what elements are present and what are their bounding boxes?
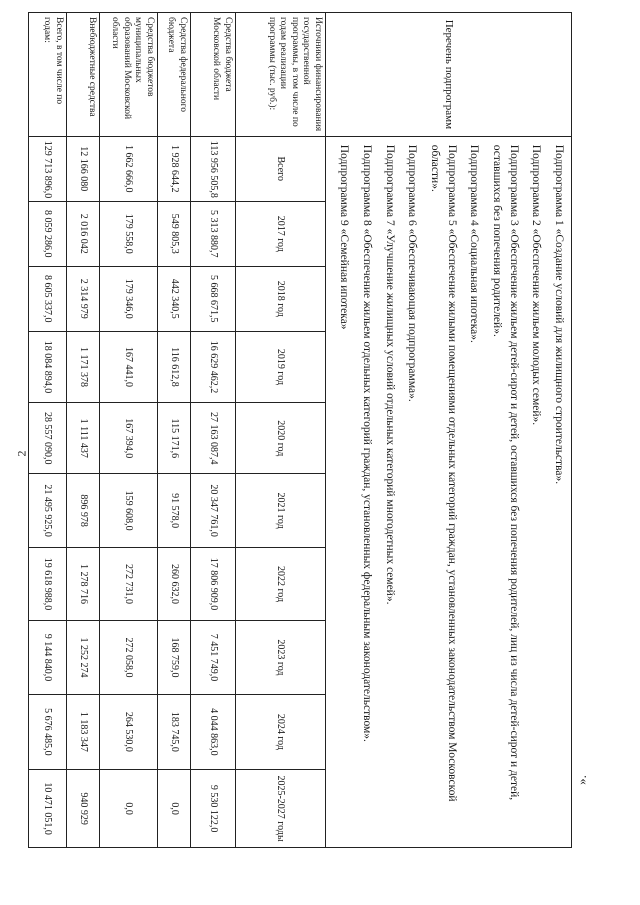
subprogram-item: Подпрограмма 9 «Семейная ипотека» — [338, 144, 351, 330]
table-cell: 4 044 863,0 — [190, 694, 235, 770]
row-label: Средства бюджетов муниципальных образований Московской области — [99, 13, 157, 137]
subprogram-item: Подпрограмма 3 «Обеспечение жильем детей-сирот и детей, оставшихся без попечения родителей, лиц из числа детей-сирот и детей, оставшихся без попечения родителей». — [490, 144, 520, 801]
table-cell: 442 340,5 — [157, 266, 190, 331]
table-cell: 272 731,0 — [99, 547, 157, 620]
program-passport-table — [28, 12, 572, 848]
table-cell: 5 676 485,0 — [28, 694, 66, 770]
subprograms-label: Перечень подпрограмм — [325, 13, 571, 137]
table-row — [157, 13, 190, 848]
column-header: 2025-2027 годы — [235, 770, 325, 848]
table-cell: 5 668 671,5 — [190, 266, 235, 331]
table-cell: 16 629 462,2 — [190, 331, 235, 402]
column-header: 2020 год — [235, 403, 325, 474]
table-cell: 17 806 909,0 — [190, 547, 235, 620]
row-label: Средства федерального бюджета — [157, 13, 190, 137]
table-cell: 168 759,0 — [157, 621, 190, 694]
column-header: 2022 год — [235, 547, 325, 620]
table-cell: 28 557 090,0 — [28, 403, 66, 474]
subprogram-item: Подпрограмма 7 «Улучшение жилищных условий отдельных категорий многодетных семей». — [383, 144, 396, 605]
table-cell: 0,0 — [157, 770, 190, 848]
table-cell: 91 578,0 — [157, 474, 190, 547]
table-cell: 167 394,0 — [99, 403, 157, 474]
column-header: Всего — [235, 136, 325, 201]
table-cell: 1 278 716 — [66, 547, 99, 620]
table-cell: 27 163 087,4 — [190, 403, 235, 474]
table-cell: 12 166 080 — [66, 136, 99, 201]
row-label: Средства бюджета Московской области — [190, 13, 235, 137]
table-cell: 1 662 666,0 — [99, 136, 157, 201]
table-cell: 2 016 042 — [66, 201, 99, 266]
table-row — [28, 13, 66, 848]
table-cell: 19 618 988,0 — [28, 547, 66, 620]
column-header: 2021 год — [235, 474, 325, 547]
table-cell: 896 978 — [66, 474, 99, 547]
page-number: 2 — [14, 450, 29, 457]
column-header: 2019 год — [235, 331, 325, 402]
table-cell: 115 171,6 — [157, 403, 190, 474]
table-cell: 113 956 505,8 — [190, 136, 235, 201]
table-row — [99, 13, 157, 848]
table-cell: 159 608,0 — [99, 474, 157, 547]
table-cell: 264 530,0 — [99, 694, 157, 770]
table-cell: 179 346,0 — [99, 266, 157, 331]
table-cell: 8 605 337,0 — [28, 266, 66, 331]
table-cell: 5 313 880,7 — [190, 201, 235, 266]
row-label: Всего, в том числе по годам: — [28, 13, 66, 137]
table-cell: 9 530 122,0 — [190, 770, 235, 848]
closing-quote-mark: ». — [573, 775, 589, 785]
table-cell: 1 171 378 — [66, 331, 99, 402]
rotated-page-content — [42, 12, 572, 848]
table-cell: 272 058,0 — [99, 621, 157, 694]
table-cell: 7 451 749,0 — [190, 621, 235, 694]
row-label: Внебюджетные средства — [66, 13, 99, 137]
table-cell: 1 111 437 — [66, 403, 99, 474]
subprogram-item: Подпрограмма 5 «Обеспечение жилыми помещениями отдельных категорий граждан, установленных законодательством Московской области». — [428, 144, 458, 802]
table-cell: 167 441,0 — [99, 331, 157, 402]
column-header: 2018 год — [235, 266, 325, 331]
subprogram-item: Подпрограмма 2 «Обеспечение жильем молодых семей». — [530, 144, 543, 426]
table-cell: 8 059 286,0 — [28, 201, 66, 266]
subprogram-item: Подпрограмма 4 «Социальная ипотека». — [468, 144, 481, 343]
subprogram-item: Подпрограмма 6 «Обеспечивающая подпрограмма». — [406, 144, 419, 402]
table-cell: 9 144 840,0 — [28, 621, 66, 694]
table-cell: 20 347 761,0 — [190, 474, 235, 547]
column-header: 2017 год — [235, 201, 325, 266]
finance-title: Источники финансирования государственной программы, в том числе по годам реализации программы (тыс. руб.): — [235, 13, 325, 137]
table-cell: 129 713 896,0 — [28, 136, 66, 201]
table-row — [190, 13, 235, 848]
table-cell: 179 558,0 — [99, 201, 157, 266]
subprograms-list — [325, 136, 571, 847]
column-header: 2023 год — [235, 621, 325, 694]
table-cell: 183 745,0 — [157, 694, 190, 770]
column-header: 2024 год — [235, 694, 325, 770]
table-cell: 1 252 274 — [66, 621, 99, 694]
subprogram-item: Подпрограмма 8 «Обеспечение жильем отдельных категорий граждан, установленных федеральным законодательством». — [360, 144, 373, 742]
table-cell: 260 632,0 — [157, 547, 190, 620]
table-cell: 18 084 894,0 — [28, 331, 66, 402]
subprogram-item: Подпрограмма 1 «Создание условий для жилищного строительства». — [553, 144, 565, 485]
table-cell: 0,0 — [99, 770, 157, 848]
table-cell: 1 183 347 — [66, 694, 99, 770]
table-cell: 1 928 644,2 — [157, 136, 190, 201]
table-cell: 10 471 051,0 — [28, 770, 66, 848]
table-row — [66, 13, 99, 848]
table-cell: 940 929 — [66, 770, 99, 848]
table-cell: 549 805,3 — [157, 201, 190, 266]
table-cell: 2 314 979 — [66, 266, 99, 331]
table-cell: 116 612,8 — [157, 331, 190, 402]
table-cell: 21 495 925,0 — [28, 474, 66, 547]
